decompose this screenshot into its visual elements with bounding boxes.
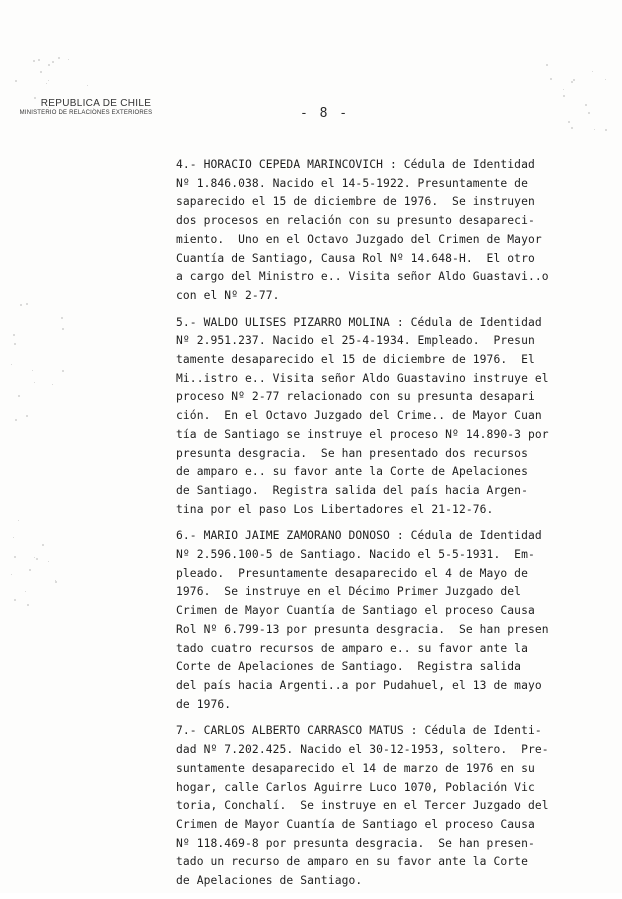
letterhead [6, 98, 166, 116]
scan-speck [40, 71, 42, 73]
text-line: 4.- HORACIO CEPEDA MARINCOVICH : Cédula de Identidad [176, 158, 535, 171]
scan-speck [27, 604, 29, 606]
scan-speck [605, 79, 606, 80]
text-line: Rol Nº 6.799-13 por presunta desgracia. Se han presen [176, 622, 549, 636]
scan-speck [26, 303, 28, 305]
text-line: de Apelaciones de Santiago. [176, 874, 363, 888]
text-line: del país hacia Argenti..a por Pudahuel, el 13 de mayo [176, 678, 542, 692]
scan-speck [18, 520, 19, 521]
scan-speck [568, 121, 570, 123]
letterhead-country: REPUBLICA DE CHILE [40, 98, 152, 109]
entry-6 [176, 527, 590, 714]
text-line: con el Nº 2-77. [176, 288, 280, 302]
text-line: Crimen de Mayor Cuantía de Santiago el proceso Causa [176, 817, 535, 831]
text-line: ción. En el Octavo Juzgado del Crime.. de Mayor Cuan [176, 409, 542, 423]
text-line: suntamente desaparecido el 14 de marzo de 1976 en su [176, 761, 535, 775]
scan-speck [33, 60, 35, 62]
scan-speck [55, 581, 57, 583]
scan-speck [13, 537, 14, 538]
scan-speck [38, 59, 40, 61]
text-line: de amparo e.. su favor ante la Corte de Apelaciones [176, 465, 528, 479]
scan-speck [14, 556, 16, 558]
text-line: 7.- CARLOS ALBERTO CARRASCO MATUS : Cédula de Identi- [176, 724, 542, 738]
scan-speck [11, 574, 12, 575]
scan-speck [20, 304, 22, 306]
scan-speck [32, 370, 33, 371]
text-line: dad Nº 7.202.425. Nacido el 30-12-1953, soltero. Pre- [176, 743, 549, 757]
scan-speck [52, 384, 53, 385]
scan-speck [61, 317, 63, 319]
scan-speck [62, 370, 64, 372]
scan-speck [550, 78, 552, 80]
scan-speck [15, 419, 17, 421]
scan-speck [585, 104, 587, 106]
scan-speck [605, 129, 607, 131]
scan-speck [563, 95, 565, 97]
text-line: proceso Nº 2-77 relacionado con su presunta desapari [176, 390, 535, 404]
text-line: 5.- WALDO ULISES PIZARRO MOLINA : Cédula de Identidad [176, 315, 542, 329]
text-line: presunta desgracia. Se han presentado dos recursos [176, 446, 528, 460]
entry-7 [176, 722, 590, 890]
text-line: tado un recurso de amparo en su favor ante la Corte [176, 855, 528, 869]
document-body [176, 156, 590, 899]
text-line: pleado. Presuntamente desaparecido el 4 de Mayo de [176, 566, 528, 580]
scan-speck [48, 64, 50, 66]
scan-speck [26, 415, 28, 417]
scan-speck [594, 129, 595, 130]
text-line: Nº 2.951.237. Nacido el 25-4-1934. Empleado. Presun [176, 334, 535, 348]
scan-speck [14, 599, 16, 601]
scan-speck [46, 83, 47, 84]
scan-speck [573, 79, 575, 81]
text-line: Crimen de Mayor Cuantía de Santiago el proceso Causa [176, 604, 535, 618]
text-line: a cargo del Ministro e.. Visita señor Aldo Guastavi..o [176, 270, 549, 284]
text-line: Nº 118.469-8 por presunta desgracia. Se han presen- [176, 836, 535, 850]
text-line: dos procesos en relación con su presunto desapareci- [176, 214, 535, 228]
scan-speck [48, 561, 49, 562]
text-line: Nº 2.596.100-5 de Santiago. Nacido el 5-5-1931. Em- [176, 548, 535, 562]
scan-speck [42, 544, 44, 546]
scan-speck [18, 395, 20, 397]
text-line: 1976. Se instruye en el Décimo Primer Juzgado del [176, 585, 522, 599]
scan-speck [36, 558, 38, 560]
letterhead-ministry: MINISTERIO DE RELACIONES EXTERIORES [19, 110, 153, 116]
entry-4 [176, 156, 590, 306]
scan-speck [15, 80, 17, 82]
text-line: toria, Conchalí. Se instruye en el Tercer Juzgado del [176, 799, 549, 813]
scan-speck [571, 81, 573, 83]
scan-speck [571, 127, 573, 129]
scan-speck [52, 61, 54, 63]
scan-speck [13, 334, 15, 336]
scan-speck [11, 364, 12, 365]
text-line: tía de Santiago se instruye el proceso Nº 14.890-3 por [176, 427, 549, 441]
text-line: de 1976. [176, 697, 232, 711]
scan-speck [48, 80, 49, 81]
scan-speck [87, 85, 88, 86]
scan-speck [62, 328, 64, 330]
text-line: miento. Uno en el Octavo Juzgado del Crimen de Mayor [176, 232, 542, 246]
text-line: de Santiago. Registra salida del país hacia Argen- [176, 483, 528, 497]
text-line: tamente desaparecido el 15 de diciembre de 1976. El [176, 353, 535, 367]
scan-speck [588, 112, 590, 114]
scan-speck [25, 591, 26, 592]
text-line: 6.- MARIO JAIME ZAMORANO DONOSO : Cédula de Identidad [176, 529, 542, 543]
text-line: tado cuatro recursos de amparo e.. su favor ante la [176, 641, 528, 655]
scan-speck [68, 59, 69, 60]
scan-speck [14, 343, 16, 345]
text-line: Cuantía de Santiago, Causa Rol Nº 14.648-H. El otro [176, 251, 535, 265]
text-line: Nº 1.846.038. Nacido el 14-5-1922. Presuntamente de [176, 176, 528, 190]
entry-5 [176, 314, 590, 520]
text-line: tina por el paso Los Libertadores el 21-12-76. [176, 502, 494, 516]
scan-speck [58, 57, 60, 59]
page-number: - 8 - [300, 106, 350, 121]
scan-speck [592, 71, 593, 72]
scan-speck [29, 569, 31, 571]
scan-speck [563, 89, 564, 90]
text-line: Mi..istro e.. Visita señor Aldo Guastavino instruye el [176, 371, 549, 385]
scan-speck [546, 64, 548, 66]
scan-speck [34, 382, 35, 383]
text-line: hogar, calle Carlos Aguirre Luco 1070, Población Vic [176, 780, 535, 794]
text-line: Corte de Apelaciones de Santiago. Registra salida [176, 660, 522, 674]
text-line: saparecido el 15 de diciembre de 1976. Se instruyen [176, 195, 535, 209]
scan-speck [34, 557, 35, 558]
